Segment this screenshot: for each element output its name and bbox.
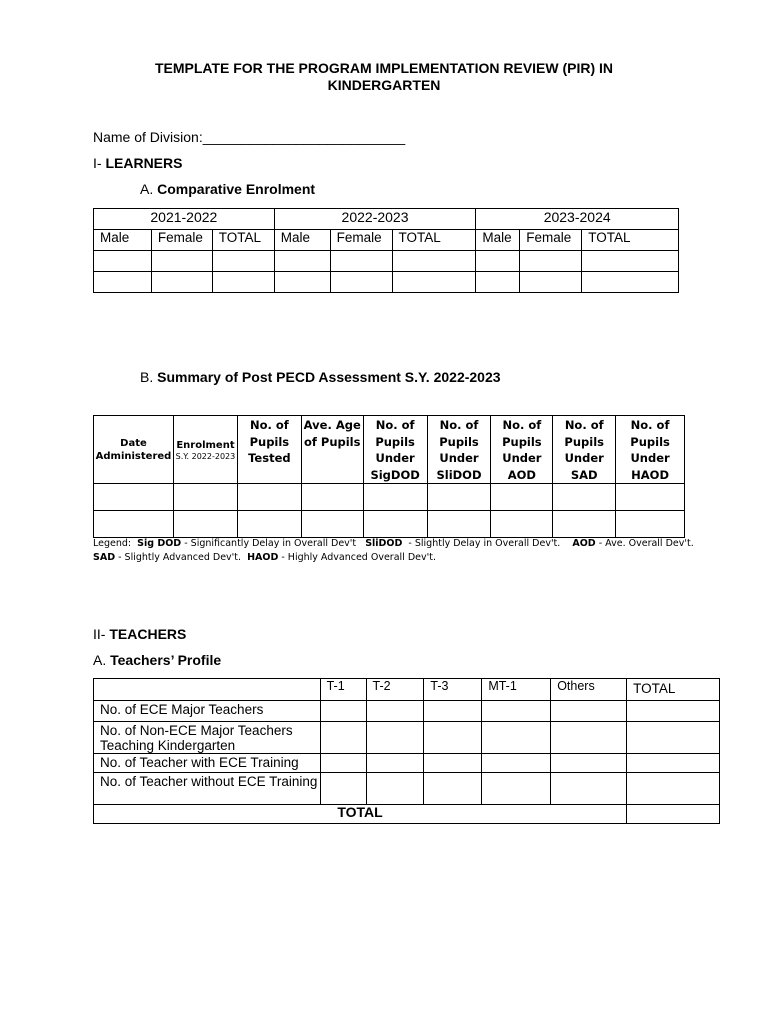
table-cell[interactable]: [320, 773, 366, 805]
table-cell[interactable]: [427, 484, 491, 511]
table-row: [94, 722, 720, 754]
table-cell[interactable]: [330, 251, 392, 272]
column-header: T-1: [320, 679, 366, 701]
legend-line-1: [93, 537, 713, 551]
table-cell[interactable]: [173, 511, 237, 538]
table-cell[interactable]: [212, 272, 274, 293]
division-field: Name of Division:__________________________: [93, 129, 406, 145]
table-row: [94, 251, 679, 272]
table-cell[interactable]: [616, 511, 685, 538]
part-prefix: A.: [140, 181, 158, 197]
column-header: TOTAL: [212, 230, 274, 251]
table-cell[interactable]: [212, 251, 274, 272]
column-header: Female: [520, 230, 582, 251]
title-line-1: TEMPLATE FOR THE PROGRAM IMPLEMENTATION REVIEW (PIR) IN: [154, 60, 614, 76]
legend-line-2: [93, 551, 713, 565]
table-cell[interactable]: [627, 701, 720, 722]
legend-key: SliDOD: [365, 538, 403, 549]
table-cell[interactable]: [237, 484, 301, 511]
table-row: [94, 484, 685, 511]
section-teachers-heading: [93, 626, 186, 642]
legend-value: - Slightly Delay in Overall Dev't.: [402, 538, 573, 549]
section-learners-heading: [93, 155, 182, 171]
section-label: LEARNERS: [105, 155, 183, 171]
row-label: No. of Non-ECE Major Teachers Teaching Kindergarten: [94, 722, 321, 754]
column-header: Female: [151, 230, 212, 251]
legend-value: - Significantly Delay in Overall Dev't: [181, 538, 366, 549]
table-cell[interactable]: [424, 754, 482, 773]
section-prefix: II-: [93, 626, 110, 642]
table-cell[interactable]: [173, 484, 237, 511]
table-cell[interactable]: [94, 484, 174, 511]
table-cell[interactable]: [551, 701, 627, 722]
table-cell[interactable]: [553, 484, 616, 511]
column-header: T-2: [366, 679, 424, 701]
table-row: [94, 754, 720, 773]
table-cell[interactable]: [366, 773, 424, 805]
table-cell[interactable]: [366, 754, 424, 773]
row-label: No. of Teacher with ECE Training: [94, 754, 321, 773]
column-header: No. of Pupils Under SliDOD: [427, 416, 491, 484]
table-cell[interactable]: [427, 511, 491, 538]
year-header: 2022-2023: [274, 209, 476, 230]
legend-key: SAD: [93, 552, 116, 563]
column-header: Ave. Age of Pupils: [301, 416, 363, 484]
enrolment-header: [173, 416, 237, 484]
table-cell[interactable]: [627, 773, 720, 805]
legend-key: HAOD: [247, 552, 279, 563]
table-cell[interactable]: [482, 773, 551, 805]
table-cell[interactable]: [627, 722, 720, 754]
table-cell[interactable]: [94, 272, 152, 293]
table-cell[interactable]: [94, 251, 152, 272]
year-header: 2021-2022: [94, 209, 275, 230]
table-cell[interactable]: [482, 701, 551, 722]
table-cell[interactable]: [551, 773, 627, 805]
header-blank-cell: [94, 679, 321, 701]
enrolment-table: [93, 208, 679, 293]
column-header: TOTAL: [582, 230, 679, 251]
table-cell[interactable]: [520, 251, 582, 272]
table-cell[interactable]: [274, 272, 330, 293]
table-cell[interactable]: [274, 251, 330, 272]
teachers-profile-table: [93, 678, 720, 824]
legend-key: Sig DOD: [137, 538, 182, 549]
column-header: No. of Pupils Under SAD: [553, 416, 616, 484]
comparative-enrolment-heading: [140, 181, 315, 197]
enrolment-label: Enrolment: [176, 439, 235, 451]
table-cell[interactable]: [363, 484, 427, 511]
table-row: [94, 272, 679, 293]
table-cell[interactable]: [330, 272, 392, 293]
part-prefix: B.: [140, 369, 158, 385]
table-cell[interactable]: [366, 722, 424, 754]
part-label: Comparative Enrolment: [157, 181, 316, 197]
table-cell[interactable]: [301, 511, 363, 538]
column-header: No. of Pupils Under HAOD: [616, 416, 685, 484]
column-header: No. of Pupils Tested: [237, 416, 301, 484]
table-cell[interactable]: [582, 272, 679, 293]
table-cell[interactable]: [553, 511, 616, 538]
table-cell[interactable]: [582, 251, 679, 272]
pecd-heading: [140, 369, 501, 385]
row-label: No. of ECE Major Teachers: [94, 701, 321, 722]
part-label: Summary of Post PECD Assessment S.Y. 2022-2023: [157, 369, 501, 385]
enrolment-sub-label: S.Y. 2022-2023: [175, 451, 236, 461]
table-cell[interactable]: [320, 701, 366, 722]
document-title: [100, 60, 668, 94]
section-prefix: I-: [93, 155, 106, 171]
table-cell[interactable]: [616, 484, 685, 511]
table-cell[interactable]: [424, 722, 482, 754]
date-administered-header: Date Administered: [94, 416, 174, 484]
table-cell[interactable]: [627, 754, 720, 773]
column-header: Others: [551, 679, 627, 701]
table-cell[interactable]: [320, 722, 366, 754]
legend-value: - Highly Advanced Overall Dev't.: [278, 552, 436, 563]
table-cell[interactable]: [366, 701, 424, 722]
title-line-2: KINDERGARTEN: [327, 77, 441, 93]
table-cell[interactable]: [424, 701, 482, 722]
section-label: TEACHERS: [109, 626, 187, 642]
column-header: No. of Pupils Under SigDOD: [363, 416, 427, 484]
legend-key: AOD: [572, 538, 596, 549]
table-cell[interactable]: [482, 754, 551, 773]
table-cell[interactable]: [94, 511, 174, 538]
column-header: Male: [94, 230, 152, 251]
table-cell[interactable]: [476, 272, 520, 293]
table-cell[interactable]: [551, 754, 627, 773]
column-header: T-3: [424, 679, 482, 701]
table-cell[interactable]: [151, 251, 212, 272]
table-cell[interactable]: [520, 272, 582, 293]
table-cell[interactable]: [491, 484, 553, 511]
total-cell[interactable]: [627, 805, 720, 824]
table-cell[interactable]: [392, 251, 476, 272]
table-cell[interactable]: [151, 272, 212, 293]
table-cell[interactable]: [301, 484, 363, 511]
table-row: [94, 511, 685, 538]
part-prefix: A.: [93, 652, 111, 668]
table-cell[interactable]: [320, 754, 366, 773]
column-header: Male: [476, 230, 520, 251]
column-header: No. of Pupils Under AOD: [491, 416, 553, 484]
table-cell[interactable]: [476, 251, 520, 272]
column-header: TOTAL: [392, 230, 476, 251]
pecd-table: [93, 415, 685, 538]
teachers-profile-heading: [93, 652, 221, 668]
table-cell[interactable]: [491, 511, 553, 538]
table-cell[interactable]: [392, 272, 476, 293]
total-label: TOTAL: [94, 805, 627, 824]
row-label: No. of Teacher without ECE Training: [94, 773, 321, 805]
legend: [93, 537, 713, 565]
table-cell[interactable]: [551, 722, 627, 754]
table-cell[interactable]: [482, 722, 551, 754]
legend-value: - Slightly Advanced Dev't.: [115, 552, 248, 563]
legend-value: - Ave. Overall Dev't.: [595, 538, 694, 549]
total-row: [94, 805, 720, 824]
table-cell[interactable]: [237, 511, 301, 538]
table-cell[interactable]: [363, 511, 427, 538]
year-header: 2023-2024: [476, 209, 679, 230]
table-row: [94, 773, 720, 805]
column-header: Male: [274, 230, 330, 251]
part-label: Teachers’ Profile: [110, 652, 222, 668]
table-cell[interactable]: [424, 773, 482, 805]
table-row: [94, 701, 720, 722]
column-header: Female: [330, 230, 392, 251]
column-header: MT-1: [482, 679, 551, 701]
legend-prefix: Legend:: [93, 538, 138, 549]
column-header: TOTAL: [627, 679, 720, 701]
